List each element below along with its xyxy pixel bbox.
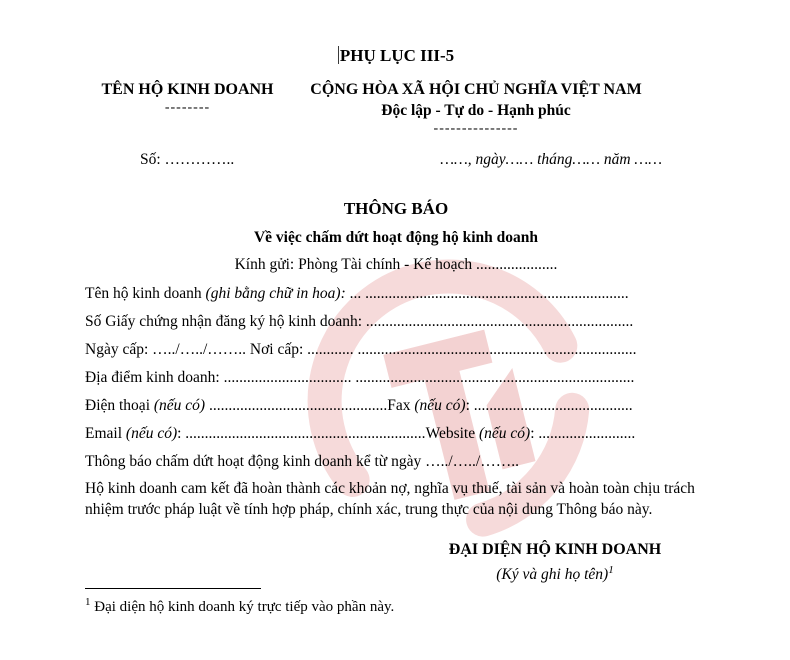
footnote-body: Đại diện hộ kinh doanh ký trực tiếp vào phần này. — [90, 599, 395, 615]
text-cursor — [338, 46, 339, 64]
business-name-label: Tên hộ kinh doanh — [85, 285, 206, 302]
meta-row — [85, 150, 707, 170]
form-line-issue-date-place — [85, 336, 641, 364]
email-blank: : .............................................................. — [177, 425, 426, 442]
recipient-line: Kính gửi: Phòng Tài chính - Kế hoạch ..................... — [234, 256, 558, 273]
issue-date-place-label: Ngày cấp: …../…../…….. Nơi cấp: — [85, 341, 304, 358]
website-label: Website — [425, 425, 479, 442]
phone-blank: .............................................. — [205, 397, 388, 414]
form-line-termination-date: Thông báo chấm dứt hoạt động kinh doanh kể từ ngày …../…../…….. — [85, 453, 519, 470]
appendix-title — [85, 46, 707, 66]
fax-label: Fax — [387, 397, 415, 414]
fax-blank: : ......................................... — [465, 397, 633, 414]
website-blank: : ......................... — [530, 425, 636, 442]
certificate-number-blank: ..................................................................... — [362, 313, 634, 330]
email-note: (nếu có) — [125, 425, 178, 442]
document-header — [85, 80, 707, 136]
footnote-rule — [85, 588, 261, 589]
doc-number: Số: ………….. — [140, 151, 235, 168]
document-content — [85, 46, 707, 585]
header-right-column — [290, 80, 662, 136]
phone-label: Điện thoại — [85, 397, 154, 414]
form-line-phone-fax — [85, 392, 641, 420]
signature-footnote-ref: 1 — [608, 564, 614, 576]
phone-note: (nếu có) — [153, 397, 206, 414]
footnote-text — [85, 593, 394, 617]
form-line-email-website — [85, 420, 641, 448]
signature-block — [405, 540, 705, 585]
footnote-section — [85, 588, 394, 617]
certificate-number-label: Số Giấy chứng nhận đăng ký hộ kinh doanh: — [85, 313, 363, 330]
commitment-paragraph: Hộ kinh doanh cam kết đã hoàn thành các khoản nợ, nghĩa vụ thuế, tài sản và hoàn toàn chịu trách nhiệm trước pháp luật về tính hợp pháp, chính xác, trung thực của nội dung Thông báo này. — [85, 480, 695, 518]
signature-note-text: (Ký và ghi họ tên) — [496, 566, 609, 584]
business-name-note: (ghi bằng chữ in hoa): — [205, 285, 346, 302]
fax-note: (nếu có) — [414, 397, 466, 414]
business-address-label: Địa điểm kinh doanh: — [85, 369, 220, 386]
business-address-blank: ................................. ........................................................................ — [219, 369, 635, 386]
form-line-business-name — [85, 280, 641, 308]
org-divider: -------- — [164, 100, 211, 115]
notice-subtitle: Về việc chấm dứt hoạt động hộ kinh doanh — [253, 229, 539, 246]
email-label: Email — [85, 425, 126, 442]
appendix-title-text: PHỤ LỤC III-5 — [339, 46, 455, 65]
website-note: (nếu có) — [478, 425, 531, 442]
header-left-column — [85, 80, 290, 136]
signature-title: ĐẠI DIỆN HỘ KINH DOANH — [448, 541, 662, 558]
form-line-certificate-number — [85, 308, 641, 336]
signature-note — [405, 560, 705, 585]
issue-place-blank: ............ ........................................................................ — [303, 341, 637, 358]
org-name: TÊN HỘ KINH DOANH — [101, 81, 274, 98]
national-title: CỘNG HÒA XÃ HỘI CHỦ NGHĨA VIỆT NAM — [310, 81, 642, 98]
business-name-blank: ... .................................................................... — [345, 285, 629, 302]
national-motto: Độc lập - Tự do - Hạnh phúc — [381, 102, 571, 119]
form-section — [85, 280, 707, 476]
date-line: ……, ngày…… tháng…… năm …… — [440, 151, 662, 168]
notice-title: THÔNG BÁO — [343, 199, 449, 218]
footnote-marker: 1 — [85, 596, 91, 608]
motto-divider: --------------- — [433, 121, 519, 136]
form-line-business-address — [85, 364, 641, 392]
